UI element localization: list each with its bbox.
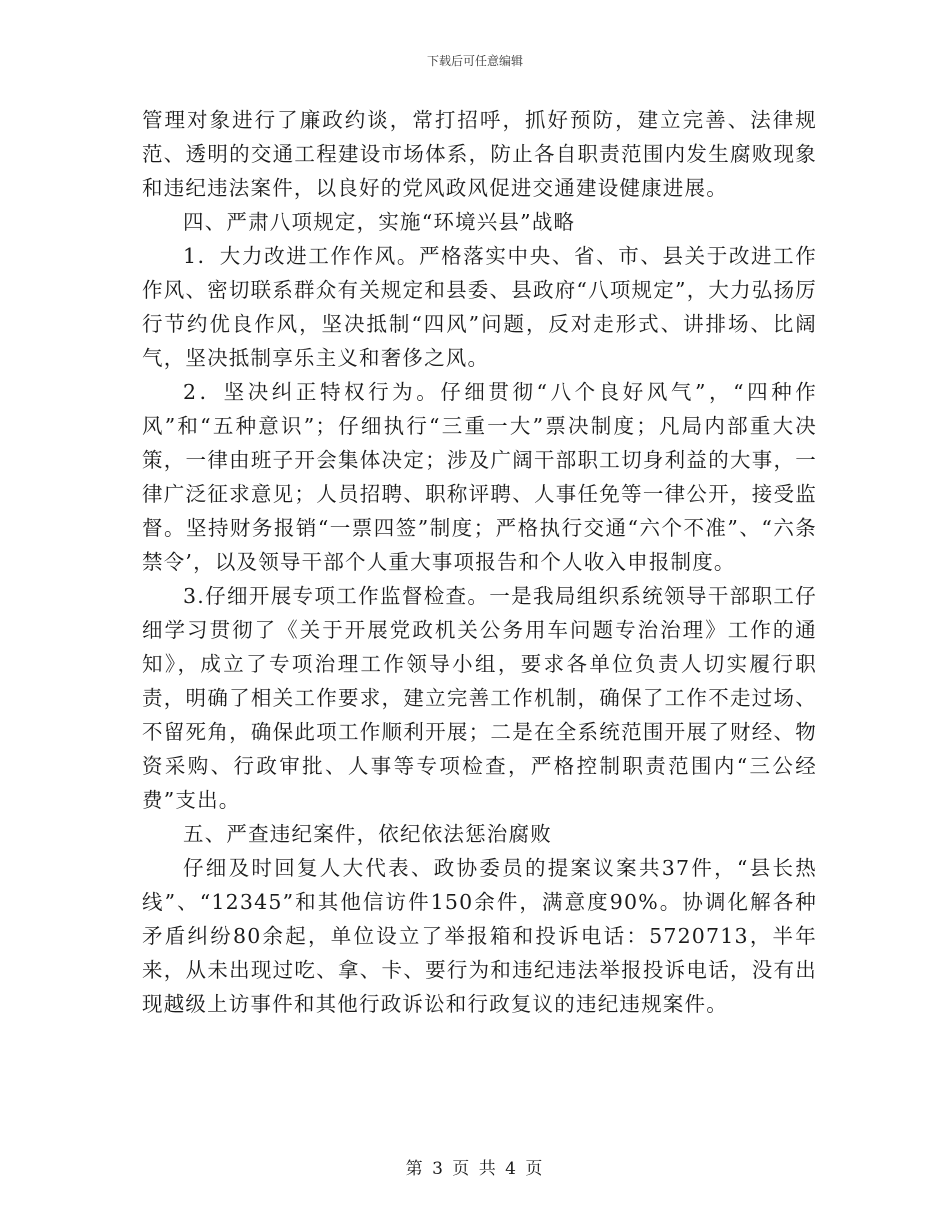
paragraph-item-3: 3.仔细开展专项工作监督检查。一是我局组织系统领导干部职工仔细学习贯彻了《关于开展党政机关公务用车问题专治治理》工作的通知》，成立了专项治理工作领导小组，要求各单位负责人切实履行职责，明确了相关工作要求，建立完善工作机制，确保了工作不走过场、不留死角，确保此项工作顺利开展；二是在全系统范围开展了财经、物资采购、行政审批、人事等专项检查，严格控制职责范围内“三公经费”支出。: [142, 584, 817, 812]
header-note: 下载后可任意编辑: [426, 54, 523, 68]
section-heading-4: 四、严肃八项规定，实施“环境兴县”战略: [183, 210, 576, 234]
page-number: 第 3 页 共 4 页: [405, 1159, 545, 1179]
document-body: [142, 103, 817, 1021]
paragraph-item-1: 1．大力改进工作作风。严格落实中央、省、市、县关于改进工作作风、密切联系群众有关规定和县委、县政府“八项规定”，大力弘扬厉行节约优良作风，坚决抵制“四风”问题，反对走形式、讲排场、比阔气，坚决抵制享乐主义和奢侈之风。: [142, 244, 817, 370]
paragraph-section-5: 仔细及时回复人大代表、政协委员的提案议案共37件，“县长热线”、“12345”和其他信访件150余件，满意度90%。协调化解各种矛盾纠纷80余起，单位设立了举报箱和投诉电话：5720713，半年来，从未出现过吃、拿、卡、要行为和违纪违法举报投诉电话，没有出现越级上访事件和其他行政诉讼和行政复议的违纪违规案件。: [142, 856, 817, 1016]
paragraph-item-2: 2．坚决纠正特权行为。仔细贯彻“八个良好风气”，“四种作风”和“五种意识”；仔细执行“三重一大”票决制度；凡局内部重大决策，一律由班子开会集体决定；涉及广阔干部职工切身利益的大事，一律广泛征求意见；人员招聘、职称评聘、人事任免等一律公开，接受监督。坚持财务报销“一票四签”制度；严格执行交通“六个不准”、“六条禁令’，以及领导干部个人重大事项报告和个人收入申报制度。: [142, 380, 817, 574]
section-heading-5: 五、严查违纪案件，依纪依法惩治腐败: [183, 822, 552, 846]
paragraph-continuation: 管理对象进行了廉政约谈，常打招呼，抓好预防，建立完善、法律规范、透明的交通工程建设市场体系，防止各自职责范围内发生腐败现象和违纪违法案件，以良好的党风政风促进交通建设健康进展。: [142, 108, 817, 200]
